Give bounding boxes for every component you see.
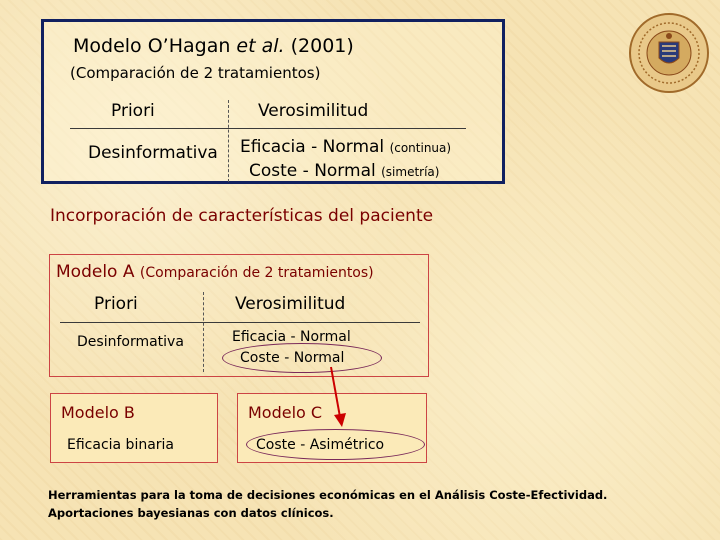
likelihood-efficacy: Eficacia - Normal (continua)	[240, 137, 452, 157]
column-divider	[228, 100, 229, 182]
likelihood-cost: Coste - Normal (simetría)	[249, 161, 440, 181]
asymmetric-highlight-ellipse	[246, 429, 425, 460]
footer-text: Herramientas para la toma de decisiones económicas en el Análisis Coste-Efectividad. Aportaciones bayesianas con datos clínicos.	[48, 488, 608, 520]
model-a-cost: Coste - Normal	[240, 350, 345, 366]
model-a-column-divider	[203, 292, 204, 372]
header-divider	[70, 128, 466, 129]
model-ohagan-subtitle: (Comparación de 2 tratamientos)	[70, 64, 321, 82]
cost-highlight-ellipse	[222, 343, 382, 373]
model-c-title: Modelo C	[248, 403, 323, 422]
model-a-title: Modelo A (Comparación de 2 tratamientos)	[56, 262, 374, 282]
priori-value: Desinformativa	[88, 143, 218, 163]
arrow-to-model-c	[320, 365, 350, 431]
model-b-title: Modelo B	[61, 403, 135, 422]
model-a-header-divider	[60, 322, 420, 323]
model-a-priori-header: Priori	[94, 294, 138, 314]
model-a-verosimilitud-header: Verosimilitud	[235, 294, 346, 314]
model-c-text: Coste - Asimétrico	[256, 437, 385, 453]
model-a-efficacy: Eficacia - Normal	[232, 329, 351, 345]
verosimilitud-header: Verosimilitud	[258, 101, 369, 121]
section-heading: Incorporación de características del paciente	[50, 206, 434, 226]
model-a-priori-value: Desinformativa	[77, 334, 184, 350]
model-ohagan-title: Modelo O’Hagan et al. (2001)	[73, 35, 354, 57]
university-seal-icon	[628, 12, 710, 94]
model-b-text: Eficacia binaria	[67, 437, 175, 453]
priori-header: Priori	[111, 101, 155, 121]
